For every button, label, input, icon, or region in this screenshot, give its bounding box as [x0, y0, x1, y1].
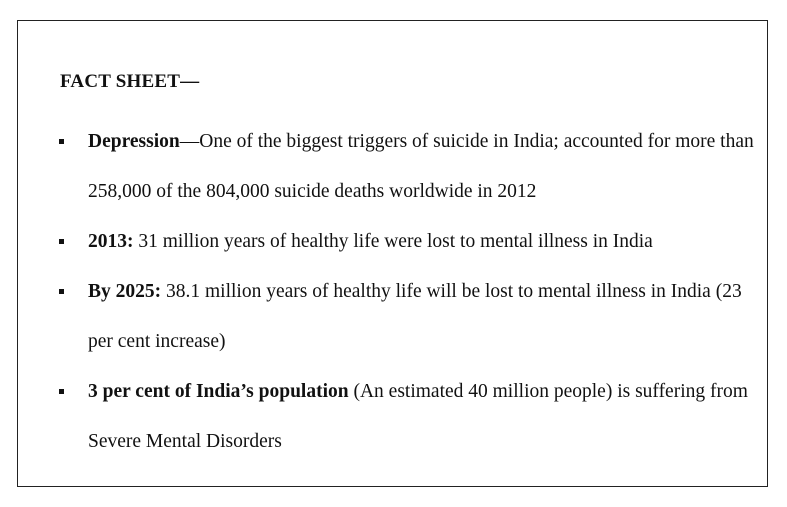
square-bullet-icon — [59, 389, 64, 394]
fact-sheet-box — [17, 20, 768, 487]
fact-lead: 3 per cent of India’s population — [88, 381, 349, 402]
fact-detail: 31 million years of healthy life were lost to mental illness in India — [133, 231, 653, 252]
fact-text — [88, 117, 757, 217]
square-bullet-icon — [59, 139, 64, 144]
square-bullet-icon — [59, 239, 64, 244]
fact-text — [88, 367, 757, 467]
fact-item-2025 — [18, 267, 769, 367]
fact-item-population — [18, 367, 769, 467]
fact-detail: 38.1 million years of healthy life will be lost to mental illness in India (23 per cent increase) — [88, 281, 742, 352]
fact-text — [88, 217, 757, 267]
fact-item-depression — [18, 117, 769, 217]
fact-item-2013 — [18, 217, 769, 267]
fact-lead: 2013: — [88, 231, 134, 252]
fact-detail: (An estimated 40 million people) is suffering from Severe Mental Disorders — [88, 381, 748, 452]
fact-detail: —One of the biggest triggers of suicide in India; accounted for more than 258,000 of the 804,000 suicide deaths worldwide in 2012 — [88, 131, 754, 202]
fact-sheet-heading: FACT SHEET— — [60, 71, 200, 92]
fact-lead: By 2025: — [88, 281, 162, 302]
square-bullet-icon — [59, 289, 64, 294]
fact-list — [18, 117, 769, 467]
fact-lead: Depression — [88, 131, 180, 152]
fact-text — [88, 267, 757, 367]
